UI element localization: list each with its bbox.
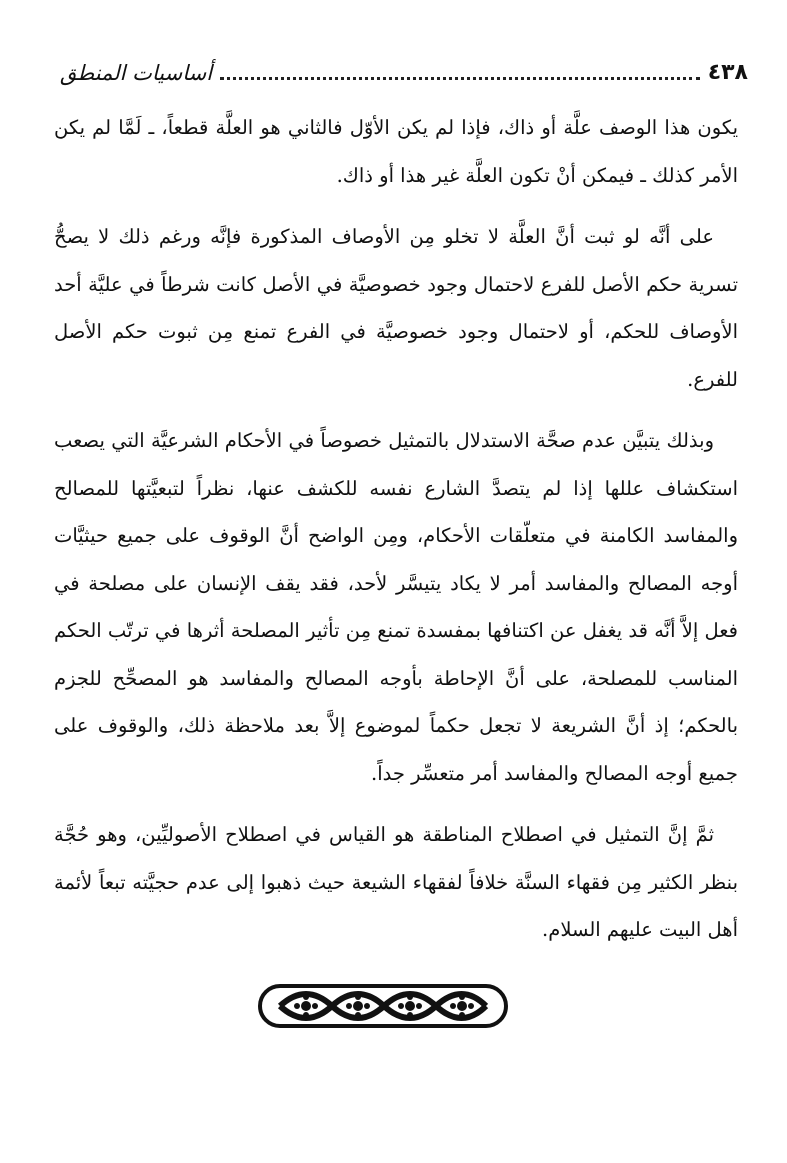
header-dotted-leader [220,77,700,80]
section-end-ornament [258,982,508,1030]
paragraph-3: وبذلك يتبيَّن عدم صحَّة الاستدلال بالتمثيل خصوصاً في الأحكام الشرعيَّة التي يصعب استكشاف عللها إذا لم يتصدَّ الشارع نفسه للكشف عنها، نظراً لتبعيَّتها للمصالح والمفاسد الكامنة في متعلّقات الأحكام، ومِن الواضح أنَّ الوقوف على جميع حيثيَّات أوجه المصالح والمفاسد أمر لا يكاد يتيسَّر لأحد، فقد يقف الإنسان على مصلحة في فعل إلاَّ أنَّه قد يغفل عن اكتنافها بمفسدة تمنع مِن تأثير المصلحة أثرها في ترتّب الحكم المناسب للمصلحة، على أنَّ الإحاطة بأوجه المصالح والمفاسد هو المصحِّح للجزم بالحكم؛ إذ أنَّ الشريعة لا تجعل حكماً لموضوع إلاَّ بعد ملاحظة ذلك، والوقوف على جميع أوجه المصالح والمفاسد أمر متعسِّر جداً. [54,429,738,785]
running-title: أساسيات المنطق [60,61,213,85]
paragraph-4: ثمَّ إنَّ التمثيل في اصطلاح المناطقة هو القياس في اصطلاح الأصوليِّين، وهو حُجَّة بنظر الكثير مِن فقهاء السنَّة خلافاً لفقهاء الشيعة حيث ذهبوا إلى عدم حجيَّته تبعاً لأئمة أهل البيت عليهم السلام. [54,823,738,941]
page-header [60,44,748,88]
paragraph-2: على أنَّه لو ثبت أنَّ العلَّة لا تخلو مِن الأوصاف المذكورة فإنَّه ورغم ذلك لا يصحُّ تسرية حكم الأصل للفرع لاحتمال وجود خصوصيَّة في الأصل كانت شرطاً في عليَّة أحد الأوصاف للحكم، أو لاحتمال وجود خصوصيَّة في الفرع تمنع مِن ثبوت حكم الأصل للفرع. [54,225,738,391]
page-number: ٤٣٨ [707,60,748,85]
body-text [54,104,738,968]
paragraph-1: يكون هذا الوصف علَّة أو ذاك، فإذا لم يكن الأوّل فالثاني هو العلَّة قطعاً، ـ لَمَّا لم يكن الأمر كذلك ـ فيمكن أنْ تكون العلَّة غير هذا أو ذاك. [54,116,738,187]
